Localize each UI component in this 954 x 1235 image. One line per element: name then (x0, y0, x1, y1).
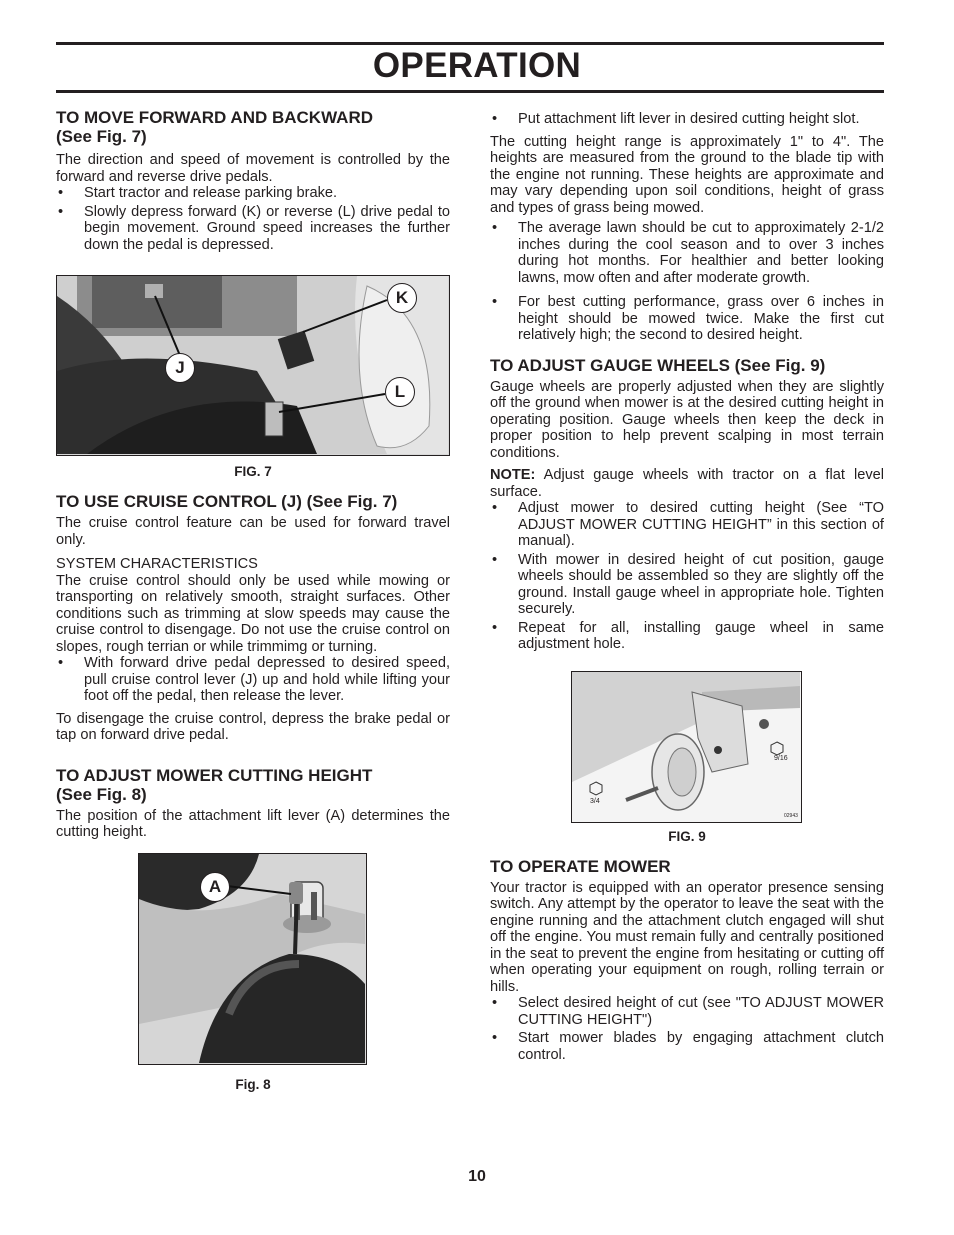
paragraph: Gauge wheels are properly adjusted when they are slightly off the ground when mower is at the desired cutting height in operating position. Gauge wheels then keep the deck in proper position to help prevent scalping in most terrain conditions. (490, 378, 884, 461)
callout-k: K (387, 283, 417, 313)
bullet-list (56, 185, 450, 253)
list-item: • For best cutting performance, grass over 6 inches in height should be mowed twice. Make the first cut relatively high; the second to desired height. (490, 294, 884, 344)
callout-j: J (165, 353, 195, 383)
section-heading-cruise: TO USE CRUISE CONTROL (J) (See Fig. 7) (56, 492, 398, 511)
list-item: • Adjust mower to desired cutting height (See “TO ADJUST MOWER CUTTING HEIGHT” in this section of manual). (490, 500, 884, 550)
figure-9-drawing (571, 671, 802, 823)
header-rule-bottom (56, 90, 884, 93)
figure-9-caption: FIG. 9 (668, 828, 706, 844)
figure-7-caption: FIG. 7 (234, 464, 272, 479)
note-label: NOTE: (490, 467, 536, 483)
callout-a: A (200, 872, 230, 902)
section-heading-operate-mower: TO OPERATE MOWER (490, 856, 671, 876)
page-number: 10 (468, 1168, 486, 1185)
list-item: • Slowly depress forward (K) or reverse (L) drive pedal to begin movement. Ground speed increases the further down the pedal is depressed. (56, 204, 450, 254)
left-column (56, 108, 450, 1093)
list-item: • With mower in desired height of cut position, gauge wheels should be assembled so they are slightly off the ground. Install gauge wheel in appropriate hole. Tighten securely. (490, 552, 884, 618)
figure-code: 02943 (784, 812, 798, 819)
paragraph: The cruise control feature can be used for forward travel only. (56, 515, 450, 548)
figure-8-photo (138, 853, 367, 1065)
bullet-list (490, 220, 884, 344)
list-item: • With forward drive pedal depressed to desired speed, pull cruise control lever (J) up and hold while lifting your foot off the pedal, then release the lever. (56, 655, 450, 705)
paragraph: The direction and speed of movement is controlled by the forward and reverse drive pedals. (56, 152, 450, 185)
list-item: • The average lawn should be cut to approximately 2-1/2 inches during the cool season and to over 3 inches during hot months. For healthier and better looking lawns, mow often and after moderate growth. (490, 220, 884, 286)
list-item: • Start tractor and release parking brake. (56, 185, 450, 202)
bullet-list (490, 111, 884, 128)
wrench-size-small-label: 9/16 (774, 754, 788, 762)
bullet-list (490, 500, 884, 653)
subheading-system: SYSTEM CHARACTERISTICS (56, 556, 258, 572)
bullet-list (490, 995, 884, 1063)
right-column (490, 111, 884, 1063)
section-heading-cutting-height: TO ADJUST MOWER CUTTING HEIGHT (See Fig. 8) (56, 765, 373, 804)
list-item: • Repeat for all, installing gauge wheel in same adjustment hole. (490, 620, 884, 653)
list-item: • Select desired height of cut (see "TO ADJUST MOWER CUTTING HEIGHT") (490, 995, 884, 1028)
section-heading-gauge-wheels: TO ADJUST GAUGE WHEELS (See Fig. 9) (490, 355, 826, 375)
paragraph: The cutting height range is approximately 1" to 4". The heights are measured from the ground to the blade tip with the engine not running. These heights are approximate and may vary depending upon soil conditions, height of grass and types of grass being mowed. (490, 133, 884, 216)
callout-l: L (385, 377, 415, 407)
paragraph: The cruise control should only be used while mowing or transporting on relatively smooth, straight surfaces. Other conditions such as trimming at slow speeds may cause the cruise control to disengage. Do not use the cruise control on slopes, rough terrian or while trimmimg or turning. (56, 572, 450, 655)
paragraph: Your tractor is equipped with an operator presence sensing switch. Any attempt by the operator to leave the seat with the engine running and the attachment clutch engaged will shut off the engine. You must remain fully and centrally positioned in the seat to prevent the engine from hesitating or cutting off when operating your equipment on rough, rolling terrain or hills. (490, 879, 884, 995)
list-item: • Start mower blades by engaging attachment clutch control. (490, 1030, 884, 1063)
section-heading-move: TO MOVE FORWARD AND BACKWARD (See Fig. 7) (56, 108, 374, 146)
figure-8-caption: Fig. 8 (235, 1076, 271, 1092)
paragraph: To disengage the cruise control, depress the brake pedal or tap on forward drive pedal. (56, 710, 450, 743)
note-paragraph: NOTE: Adjust gauge wheels with tractor on a flat level surface. (490, 467, 884, 500)
list-item: • Put attachment lift lever in desired cutting height slot. (490, 111, 884, 128)
header-rule-top (56, 42, 884, 45)
page-title: OPERATION (372, 46, 582, 85)
figure-7-photo (56, 275, 450, 456)
bullet-list (56, 655, 450, 705)
wrench-size-large-label: 3/4 (590, 797, 600, 805)
paragraph: The position of the attachment lift lever (A) determines the cutting height. (56, 807, 450, 840)
